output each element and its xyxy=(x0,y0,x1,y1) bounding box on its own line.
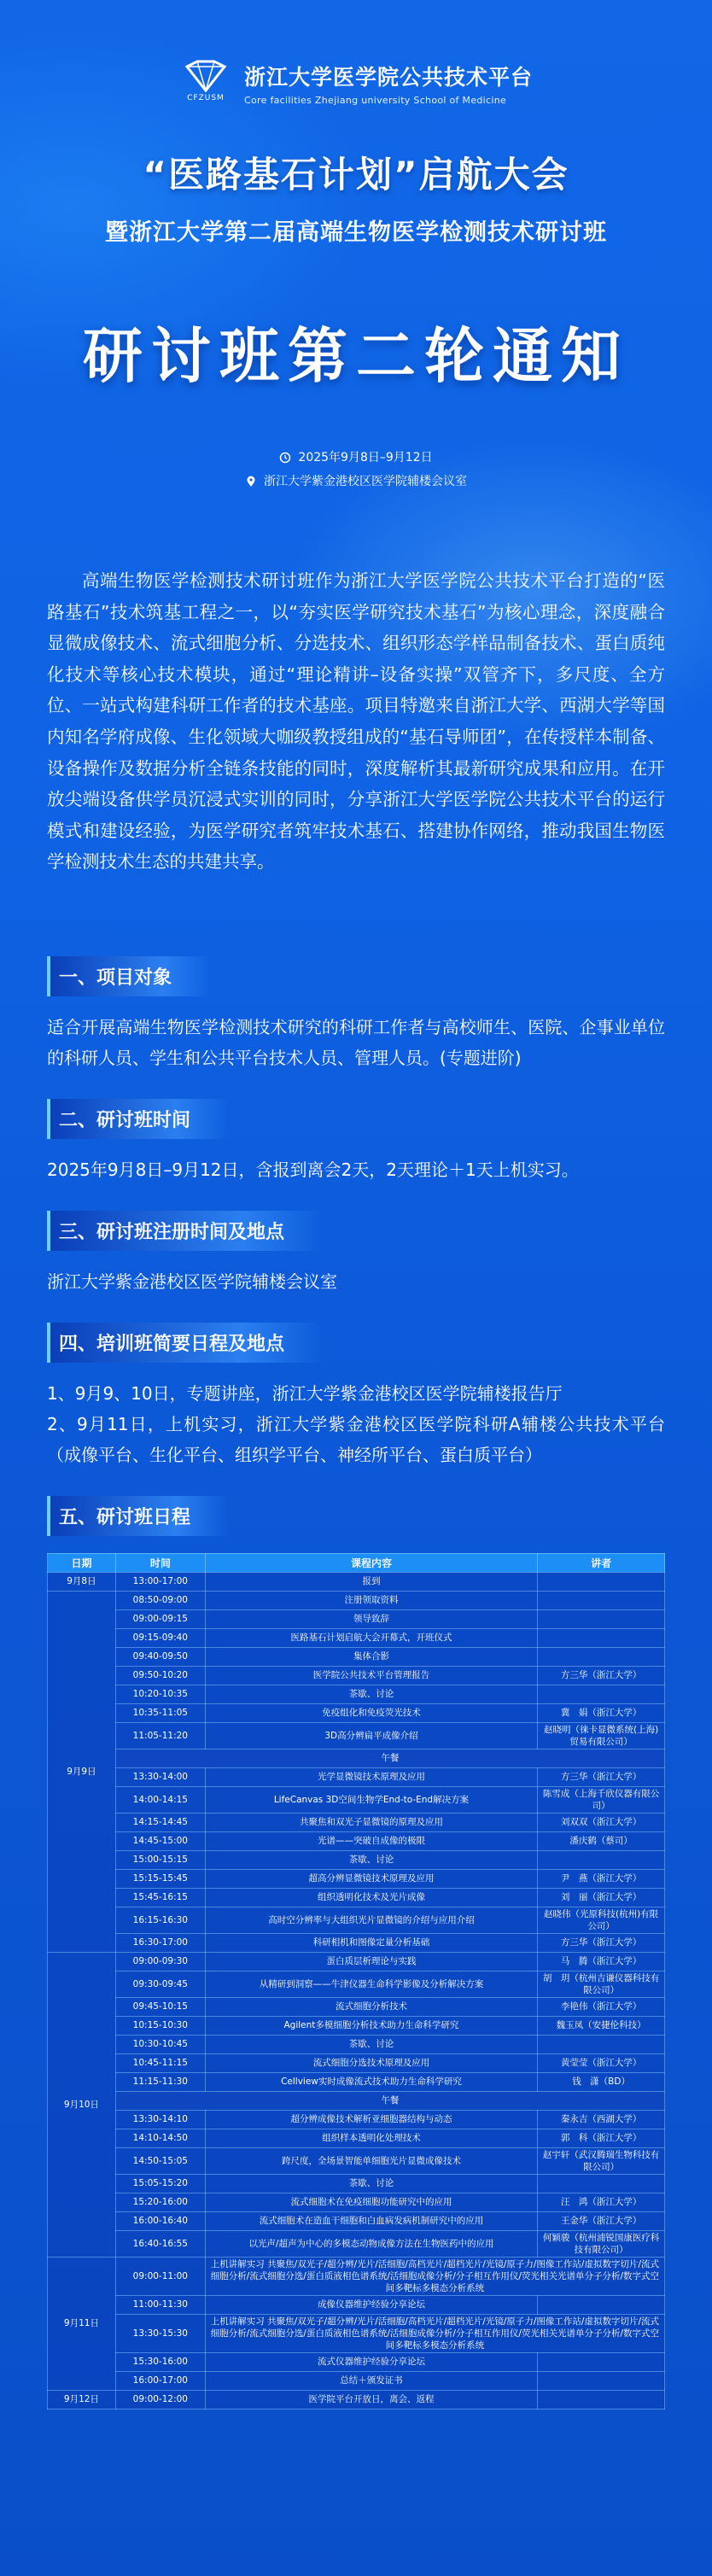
table-row xyxy=(48,2072,665,2091)
event-meta xyxy=(0,446,712,494)
table-row xyxy=(48,1869,665,1888)
content-cell: 流式细胞术在免疫细胞功能研究中的应用 xyxy=(205,2193,537,2211)
speaker-cell xyxy=(538,1628,665,1647)
table-row xyxy=(48,1703,665,1722)
time-cell: 16:00-16:40 xyxy=(115,2211,205,2230)
date-cell: 9月9日 xyxy=(48,1591,116,1952)
table-row xyxy=(48,1722,665,1749)
time-cell: 09:30-09:45 xyxy=(115,1971,205,1997)
content-cell: 领导致辞 xyxy=(205,1609,537,1628)
gem-logo-icon xyxy=(184,60,228,92)
table-row xyxy=(48,1767,665,1786)
org-name-en: Core facilities Zhejiang university School of Medicine xyxy=(243,94,507,106)
content-cell: 流式细胞分选技术原理及应用 xyxy=(205,2053,537,2072)
speaker-cell: 方三华（浙江大学） xyxy=(538,1666,665,1685)
speaker-cell xyxy=(538,2371,665,2390)
content-cell: 流式细胞分析技术 xyxy=(205,1997,537,2016)
main-title: “医路基石计划”启航大会 xyxy=(143,154,569,196)
schedule-line-2: 2、9月11日，上机实习，浙江大学紫金港校区医学院科研A辅楼公共技术平台（成像平台、生化平台、组织学平台、神经所平台、蛋白质平台） xyxy=(47,1413,665,1465)
date-cell: 9月12日 xyxy=(48,2390,116,2409)
table-row xyxy=(48,2314,665,2352)
time-cell: 09:00-09:30 xyxy=(115,1952,205,1971)
section-body: 2025年9月8日–9月12日，含报到离会2天，2天理论＋1天上机实习。 xyxy=(47,1159,579,1180)
table-row xyxy=(48,2053,665,2072)
time-cell: 09:00-12:00 xyxy=(115,2390,205,2409)
speaker-cell xyxy=(538,2174,665,2193)
time-cell: 10:20-10:35 xyxy=(115,1685,205,1703)
table-row xyxy=(48,2091,665,2110)
header-date: 日期 xyxy=(48,1553,116,1572)
section-title: 二、研讨班时间 xyxy=(47,1099,230,1139)
time-cell: 09:45-10:15 xyxy=(115,1997,205,2016)
content-cell: 茶歇、讨论 xyxy=(205,1850,537,1869)
event-date: 2025年9月8日–9月12日 xyxy=(298,451,433,464)
speaker-cell: 刘双双（浙江大学） xyxy=(538,1813,665,1831)
logo-text xyxy=(244,61,533,106)
time-cell: 14:45-15:00 xyxy=(115,1831,205,1850)
table-row xyxy=(48,1666,665,1685)
speaker-cell: 方三华（浙江大学） xyxy=(538,1767,665,1786)
time-cell: 15:20-16:00 xyxy=(115,2193,205,2211)
table-row xyxy=(48,1786,665,1813)
table-row xyxy=(48,1685,665,1703)
time-cell: 10:45-11:15 xyxy=(115,2053,205,2072)
date-cell: 9月11日 xyxy=(48,2257,116,2390)
table-row xyxy=(48,1591,665,1609)
table-row xyxy=(48,1572,665,1591)
table-row xyxy=(48,1952,665,1971)
content-cell: Agilent多模细胞分析技术助力生命科学研究 xyxy=(205,2016,537,2035)
time-cell: 13:30-15:30 xyxy=(115,2314,205,2352)
time-cell: 14:50-15:05 xyxy=(115,2147,205,2174)
table-row xyxy=(48,1647,665,1666)
table-row xyxy=(48,2295,665,2314)
break-cell: 午餐 xyxy=(115,1749,664,1767)
speaker-cell xyxy=(538,1591,665,1609)
intro-paragraph: 高端生物医学检测技术研讨班作为浙江大学医学院公共技术平台打造的“医路基石”技术筑基工程之一，以“夯实医学研究技术基石”为核心理念，深度融合显微成像技术、流式细胞分析、分选技术、组织形态学样品制备技术、蛋白质纯化技术等核心技术模块，通过“理论精讲–设备实操”双管齐下，多尺度、全方位、一站式构建科研工作者的技术基座。项目特邀来自浙江大学、西湖大学等国内知名学府成像、生化领域大咖级教授组成的“基石导师团”，在传授样本制备、设备操作及数据分析全链条技能的同时，深度解析其最新研究成果和应用。在开放尖端设备供学员沉浸式实训的同时，分享浙江大学医学院公共技术平台的运行模式和建设经验，为医学研究者筑牢技术基石、搭建协作网络，推动我国生物医学检测技术生态的共建共享。 xyxy=(47,570,665,873)
header-content: 课程内容 xyxy=(205,1553,537,1572)
page-header xyxy=(0,0,712,494)
table-row xyxy=(48,1609,665,1628)
clock-icon xyxy=(279,452,291,464)
content-cell: 医路基石计划启航大会开幕式，开班仪式 xyxy=(205,1628,537,1647)
section-schedule xyxy=(47,1470,665,1536)
time-cell: 15:15-15:45 xyxy=(115,1869,205,1888)
schedule-table-wrap xyxy=(47,1553,665,2410)
content-cell: 免疫组化和免疫荧光技术 xyxy=(205,1703,537,1722)
date-cell: 9月8日 xyxy=(48,1572,116,1591)
section-body xyxy=(47,1378,665,1470)
table-row xyxy=(48,2035,665,2053)
content-cell: Cellview实时成像流式技术助力生命科学研究 xyxy=(205,2072,537,2091)
schedule-table xyxy=(47,1553,665,2410)
speaker-cell xyxy=(538,2035,665,2053)
time-cell: 10:35-11:05 xyxy=(115,1703,205,1722)
schedule-line-1: 1、9月9、10日，专题讲座，浙江大学紫金港校区医学院辅楼报告厅 xyxy=(47,1382,563,1404)
speaker-cell: 刘 丽（浙江大学） xyxy=(538,1888,665,1907)
content-cell: 光谱——突破自成像的极限 xyxy=(205,1831,537,1850)
table-row xyxy=(48,1850,665,1869)
time-cell: 13:00-17:00 xyxy=(115,1572,205,1591)
section-audience xyxy=(47,931,665,1073)
time-cell: 09:50-10:20 xyxy=(115,1666,205,1685)
time-cell: 09:40-09:50 xyxy=(115,1647,205,1666)
location-pin-icon xyxy=(245,476,257,488)
table-row xyxy=(48,2211,665,2230)
sub-title: 暨浙江大学第二届高端生物医学检测技术研讨班 xyxy=(105,219,607,246)
event-venue: 浙江大学紫金港校区医学院辅楼会议室 xyxy=(264,475,467,488)
time-cell: 13:30-14:00 xyxy=(115,1767,205,1786)
logo-mark xyxy=(179,60,232,106)
time-cell: 10:15-10:30 xyxy=(115,2016,205,2035)
table-row xyxy=(48,1971,665,1997)
event-date-line xyxy=(0,446,712,470)
logo-abbr: CFZUSM xyxy=(187,94,225,102)
content-cell: 高时空分辨率与大组织光片显微镜的介绍与应用介绍 xyxy=(205,1907,537,1933)
content-cell: 上机讲解实习 共聚焦/双光子/超分辨/光片/活细胞/高档光片/超档光片/光镜/原子力/图像工作站/虚拟数字切片/流式细胞分析/流式细胞分选/蛋白质液相色谱系统/活细胞成像分析/分子相互作用仪/荧光相关光谱单分子分析/数字式空间多靶标多模态分析系统 xyxy=(205,2314,664,2352)
section-body: 适合开展高端生物医学检测技术研究的科研工作者与高校师生、医院、企事业单位的科研人员、学生和公共平台技术人员、管理人员。(专题进阶) xyxy=(47,1016,665,1068)
speaker-cell: 胡 玥（杭州吉谦仪器科技有限公司） xyxy=(538,1971,665,1997)
table-row xyxy=(48,2257,665,2295)
speaker-cell xyxy=(538,2295,665,2314)
table-header-row xyxy=(48,1553,665,1572)
section-brief-schedule xyxy=(47,1297,665,1470)
time-cell: 09:00-09:15 xyxy=(115,1609,205,1628)
section-title: 五、研讨班日程 xyxy=(47,1496,230,1536)
speaker-cell: 陈雪成（上海千欣仪器有限公司） xyxy=(538,1786,665,1813)
speaker-cell: 尹 燕（浙江大学） xyxy=(538,1869,665,1888)
time-cell: 15:45-16:15 xyxy=(115,1888,205,1907)
speaker-cell: 魏玉凤（安捷伦科技） xyxy=(538,2016,665,2035)
content-cell: 成像仪器维护经验分享论坛 xyxy=(205,2295,537,2314)
table-row xyxy=(48,1831,665,1850)
table-row xyxy=(48,2129,665,2147)
time-cell: 15:30-16:00 xyxy=(115,2352,205,2371)
event-venue-line xyxy=(0,470,712,494)
time-cell: 16:00-17:00 xyxy=(115,2371,205,2390)
time-cell: 15:00-15:15 xyxy=(115,1850,205,1869)
content-cell: 流式仪器维护经验分享论坛 xyxy=(205,2352,537,2371)
speaker-cell: 赵宇轩（武汉腾瑞生物科技有限公司） xyxy=(538,2147,665,2174)
speaker-cell: 潘庆鹤（蔡司） xyxy=(538,1831,665,1850)
speaker-cell xyxy=(538,1850,665,1869)
section-body: 浙江大学紫金港校区医学院辅楼会议室 xyxy=(47,1270,337,1292)
content-cell: 跨尺度，全场景智能单细胞光片显微成像技术 xyxy=(205,2147,537,2174)
table-row xyxy=(48,2147,665,2174)
table-row xyxy=(48,2193,665,2211)
speaker-cell: 汪 鸿（浙江大学） xyxy=(538,2193,665,2211)
speaker-cell: 赵晓明（徕卡显微系统(上海)贸易有限公司） xyxy=(538,1722,665,1749)
content-cell: 医学院公共技术平台管理报告 xyxy=(205,1666,537,1685)
speaker-cell: 李艳伟（浙江大学） xyxy=(538,1997,665,2016)
table-row xyxy=(48,2352,665,2371)
content-cell: 注册领取资料 xyxy=(205,1591,537,1609)
content-cell: 茶歇、讨论 xyxy=(205,2174,537,2193)
org-logo xyxy=(0,60,712,106)
content-cell: 超分辨成像技术解析亚细胞器结构与动态 xyxy=(205,2110,537,2129)
content-cell: 流式细胞术在造血干细胞和白血病发病机制研究中的应用 xyxy=(205,2211,537,2230)
content-cell: 3D高分辨扁平成像介绍 xyxy=(205,1722,537,1749)
section-title: 一、项目对象 xyxy=(47,956,211,996)
time-cell: 13:30-14:10 xyxy=(115,2110,205,2129)
table-row xyxy=(48,2390,665,2409)
time-cell: 08:50-09:00 xyxy=(115,1591,205,1609)
speaker-cell xyxy=(538,1572,665,1591)
table-row xyxy=(48,2230,665,2257)
content-cell: 集体合影 xyxy=(205,1647,537,1666)
time-cell: 16:30-17:00 xyxy=(115,1933,205,1952)
table-row xyxy=(48,2371,665,2390)
time-cell: 16:40-16:55 xyxy=(115,2230,205,2257)
content-cell: LifeCanvas 3D空间生物学End-to-End解决方案 xyxy=(205,1786,537,1813)
content-cell: 以光声/超声为中心的多模态动物成像方法在生物医药中的应用 xyxy=(205,2230,537,2257)
time-cell: 15:05-15:20 xyxy=(115,2174,205,2193)
time-cell: 09:00-11:00 xyxy=(115,2257,205,2295)
speaker-cell: 冀 娟（浙江大学） xyxy=(538,1703,665,1722)
time-cell: 09:15-09:40 xyxy=(115,1628,205,1647)
speaker-cell: 赵晓伟（光原科技(杭州)有限公司） xyxy=(538,1907,665,1933)
content-cell: 医学院平台开放日，离会、返程 xyxy=(205,2390,537,2409)
footer-space xyxy=(0,2410,712,2444)
content-cell: 报到 xyxy=(205,1572,537,1591)
content-cell: 组织样本透明化处理技术 xyxy=(205,2129,537,2147)
content-cell: 上机讲解实习 共聚焦/双光子/超分辨/光片/活细胞/高档光片/超档光片/光镜/原子力/图像工作站/虚拟数字切片/流式细胞分析/流式细胞分选/蛋白质液相色谱系统/活细胞成像分析/分子相互作用仪/荧光相关光谱单分子分析/数字式空间多靶标多模态分析系统 xyxy=(205,2257,664,2295)
content-cell: 光学显微镜技术原理及应用 xyxy=(205,1767,537,1786)
time-cell: 10:30-10:45 xyxy=(115,2035,205,2053)
speaker-cell xyxy=(538,1647,665,1666)
speaker-cell: 马 腾（浙江大学） xyxy=(538,1952,665,1971)
time-cell: 11:00-11:30 xyxy=(115,2295,205,2314)
table-row xyxy=(48,1997,665,2016)
time-cell: 11:05-11:20 xyxy=(115,1722,205,1749)
speaker-cell xyxy=(538,1609,665,1628)
table-row xyxy=(48,1888,665,1907)
org-name-cn: 浙江大学医学院公共技术平台 xyxy=(243,64,533,90)
table-row xyxy=(48,1907,665,1933)
table-row xyxy=(48,1749,665,1767)
section-title: 三、研讨班注册时间及地点 xyxy=(47,1211,324,1251)
time-cell: 14:10-14:50 xyxy=(115,2129,205,2147)
table-row xyxy=(48,2016,665,2035)
table-row xyxy=(48,1813,665,1831)
table-row xyxy=(48,2110,665,2129)
time-cell: 11:15-11:30 xyxy=(115,2072,205,2091)
content-cell: 科研相机和图像定量分析基础 xyxy=(205,1933,537,1952)
speaker-cell: 钱 潇（BD） xyxy=(538,2072,665,2091)
speaker-cell: 黄莹莹（浙江大学） xyxy=(538,2053,665,2072)
speaker-cell: 郭 科（浙江大学） xyxy=(538,2129,665,2147)
content-cell: 茶歇、讨论 xyxy=(205,1685,537,1703)
time-cell: 16:15-16:30 xyxy=(115,1907,205,1933)
speaker-cell xyxy=(538,2352,665,2371)
content-cell: 茶歇、讨论 xyxy=(205,2035,537,2053)
content-cell: 蛋白质层析理论与实践 xyxy=(205,1952,537,1971)
content-cell: 总结＋颁发证书 xyxy=(205,2371,537,2390)
speaker-cell: 王金华（浙江大学） xyxy=(538,2211,665,2230)
content-cell: 从精研到洞察——牛津仪器生命科学影像及分析解决方案 xyxy=(205,1971,537,1997)
speaker-cell: 秦永吉（西湖大学） xyxy=(538,2110,665,2129)
table-row xyxy=(48,2174,665,2193)
time-cell: 14:00-14:15 xyxy=(115,1786,205,1813)
speaker-cell: 何颖骏（杭州浦锐国康医疗科技有限公司） xyxy=(538,2230,665,2257)
section-registration xyxy=(47,1185,665,1297)
break-cell: 午餐 xyxy=(115,2091,664,2110)
header-speaker: 讲者 xyxy=(538,1553,665,1572)
speaker-cell xyxy=(538,1685,665,1703)
content-cell: 超高分辨显微镜技术原理及应用 xyxy=(205,1869,537,1888)
table-row xyxy=(48,1933,665,1952)
header-time: 时间 xyxy=(115,1553,205,1572)
section-title: 四、培训班简要日程及地点 xyxy=(47,1323,324,1363)
date-cell: 9月10日 xyxy=(48,1952,116,2257)
speaker-cell xyxy=(538,2390,665,2409)
content-cell: 组织透明化技术及光片成像 xyxy=(205,1888,537,1907)
content-cell: 共聚焦和双光子显微镜的原理及应用 xyxy=(205,1813,537,1831)
time-cell: 14:15-14:45 xyxy=(115,1813,205,1831)
speaker-cell: 方三华（浙江大学） xyxy=(538,1933,665,1952)
notice-title: 研讨班第二轮通知 xyxy=(83,321,629,391)
section-time xyxy=(47,1073,665,1185)
table-row xyxy=(48,1628,665,1647)
